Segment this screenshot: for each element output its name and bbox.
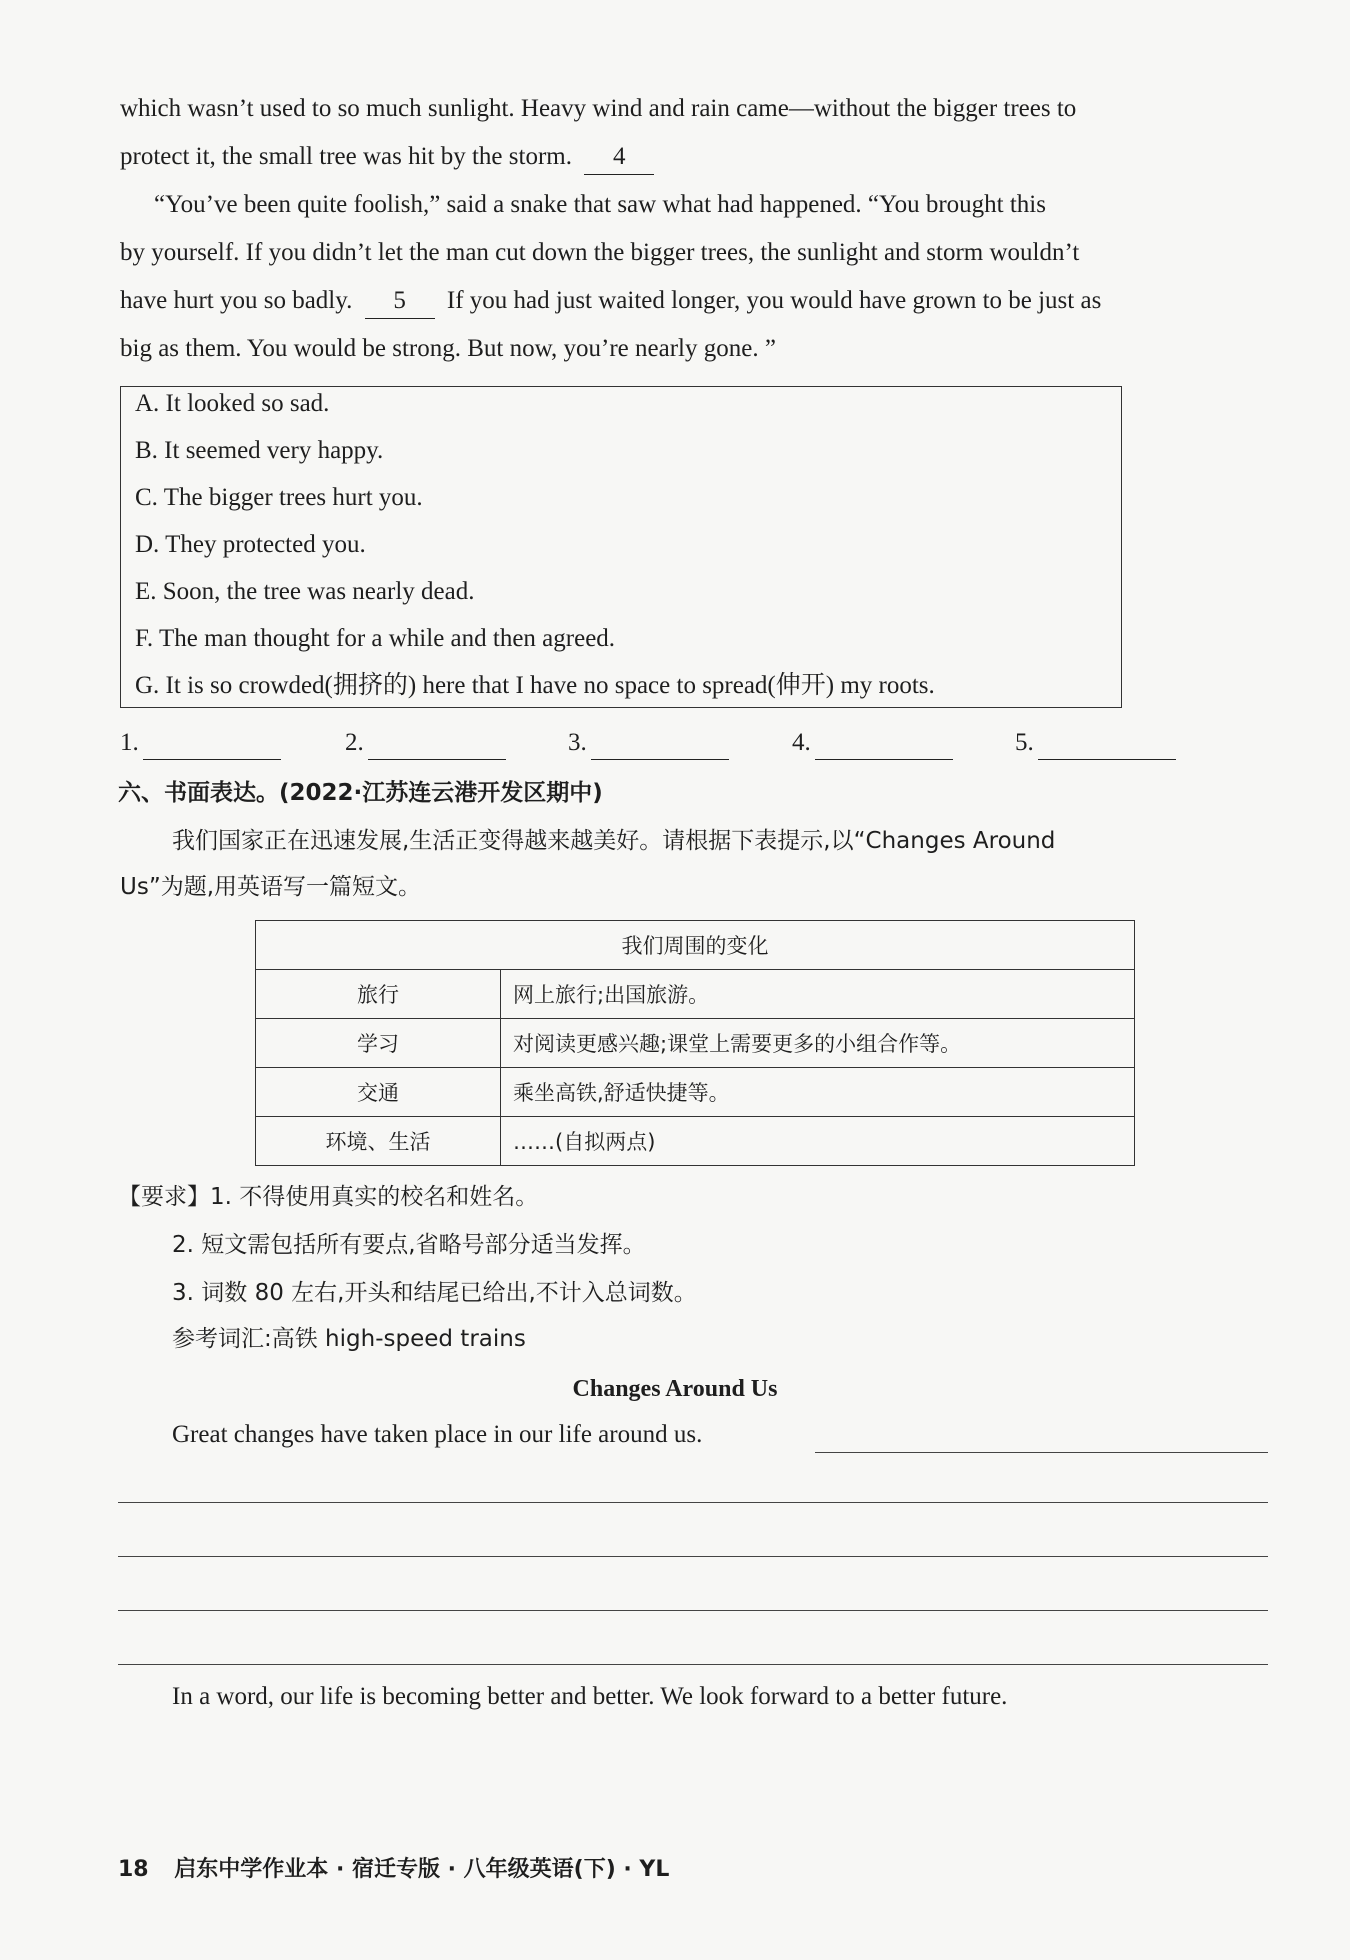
options-box [120, 386, 1122, 708]
requirement: 2. 短文需包括所有要点,省略号部分适当发挥。 [172, 1232, 646, 1258]
option-e: E. Soon, the tree was nearly dead. [135, 578, 475, 605]
writing-line[interactable] [118, 1556, 1268, 1557]
option-d: D. They protected you. [135, 531, 366, 558]
writing-line[interactable] [118, 1502, 1268, 1503]
changes-table [255, 920, 1135, 1166]
answer-field-1[interactable]: 1. [120, 726, 281, 760]
passage-line: big as them. You would be strong. But now, you’re nearly gone. ” [120, 335, 776, 362]
table-row: 旅行 网上旅行;出国旅游。 [256, 970, 1135, 1019]
section-heading: 六、书面表达。(2022·江苏连云港开发区期中) [118, 780, 603, 806]
answer-field-3[interactable]: 3. [568, 726, 729, 760]
writing-line[interactable] [118, 1610, 1268, 1611]
passage-text: If you had just waited longer, you would have grown to be just as [446, 287, 1102, 314]
book-title: 启东中学作业本 · 宿迁专版 · 八年级英语(下) · YL [174, 1857, 670, 1882]
answer-field-2[interactable]: 2. [345, 726, 506, 760]
passage-text: have hurt you so badly. [120, 287, 353, 314]
option-b: B. It seemed very happy. [135, 437, 384, 464]
table-row: 环境、生活 ……(自拟两点) [256, 1117, 1135, 1166]
requirement: 【要求】1. 不得使用真实的校名和姓名。 [118, 1184, 539, 1210]
passage-text: protect it, the small tree was hit by the storm. [120, 143, 572, 170]
section-intro: 我们国家正在迅速发展,生活正变得越来越美好。请根据下表提示,以“Changes Around [172, 828, 1056, 854]
table-title: 我们周围的变化 [256, 921, 1135, 970]
answer-blank-5: 5 [365, 284, 435, 319]
option-g: G. It is so crowded(拥挤的) here that I have no space to spread(伸开) my roots. [135, 672, 935, 699]
essay-closing: In a word, our life is becoming better and better. We look forward to a better future. [172, 1683, 1008, 1710]
answer-field-4[interactable]: 4. [792, 726, 953, 760]
vocab-hint: 参考词汇:高铁 high-speed trains [172, 1326, 526, 1352]
option-c: C. The bigger trees hurt you. [135, 484, 423, 511]
answer-field-5[interactable]: 5. [1015, 726, 1176, 760]
essay-opening: Great changes have taken place in our life around us. [172, 1421, 703, 1448]
passage-line: “You’ve been quite foolish,” said a snake that saw what had happened. “You brought this [154, 191, 1046, 218]
essay-title: Changes Around Us [572, 1376, 778, 1402]
passage-line: which wasn’t used to so much sunlight. Heavy wind and rain came—without the bigger trees to [120, 95, 1077, 122]
passage-line [120, 284, 1101, 319]
table-row: 交通 乘坐高铁,舒适快捷等。 [256, 1068, 1135, 1117]
writing-line[interactable] [815, 1452, 1268, 1453]
section-intro: Us”为题,用英语写一篇短文。 [120, 874, 422, 900]
answer-blank-4: 4 [584, 140, 654, 175]
writing-line[interactable] [118, 1664, 1268, 1665]
passage-line [120, 140, 654, 175]
requirement: 3. 词数 80 左右,开头和结尾已给出,不计入总词数。 [172, 1280, 697, 1306]
passage-line: by yourself. If you didn’t let the man cut down the bigger trees, the sunlight and storm wouldn’t [120, 239, 1080, 266]
option-a: A. It looked so sad. [135, 390, 330, 417]
page-footer [118, 1852, 669, 1883]
table-row: 学习 对阅读更感兴趣;课堂上需要更多的小组合作等。 [256, 1019, 1135, 1068]
option-f: F. The man thought for a while and then agreed. [135, 625, 616, 652]
page-number: 18 [118, 1857, 149, 1882]
